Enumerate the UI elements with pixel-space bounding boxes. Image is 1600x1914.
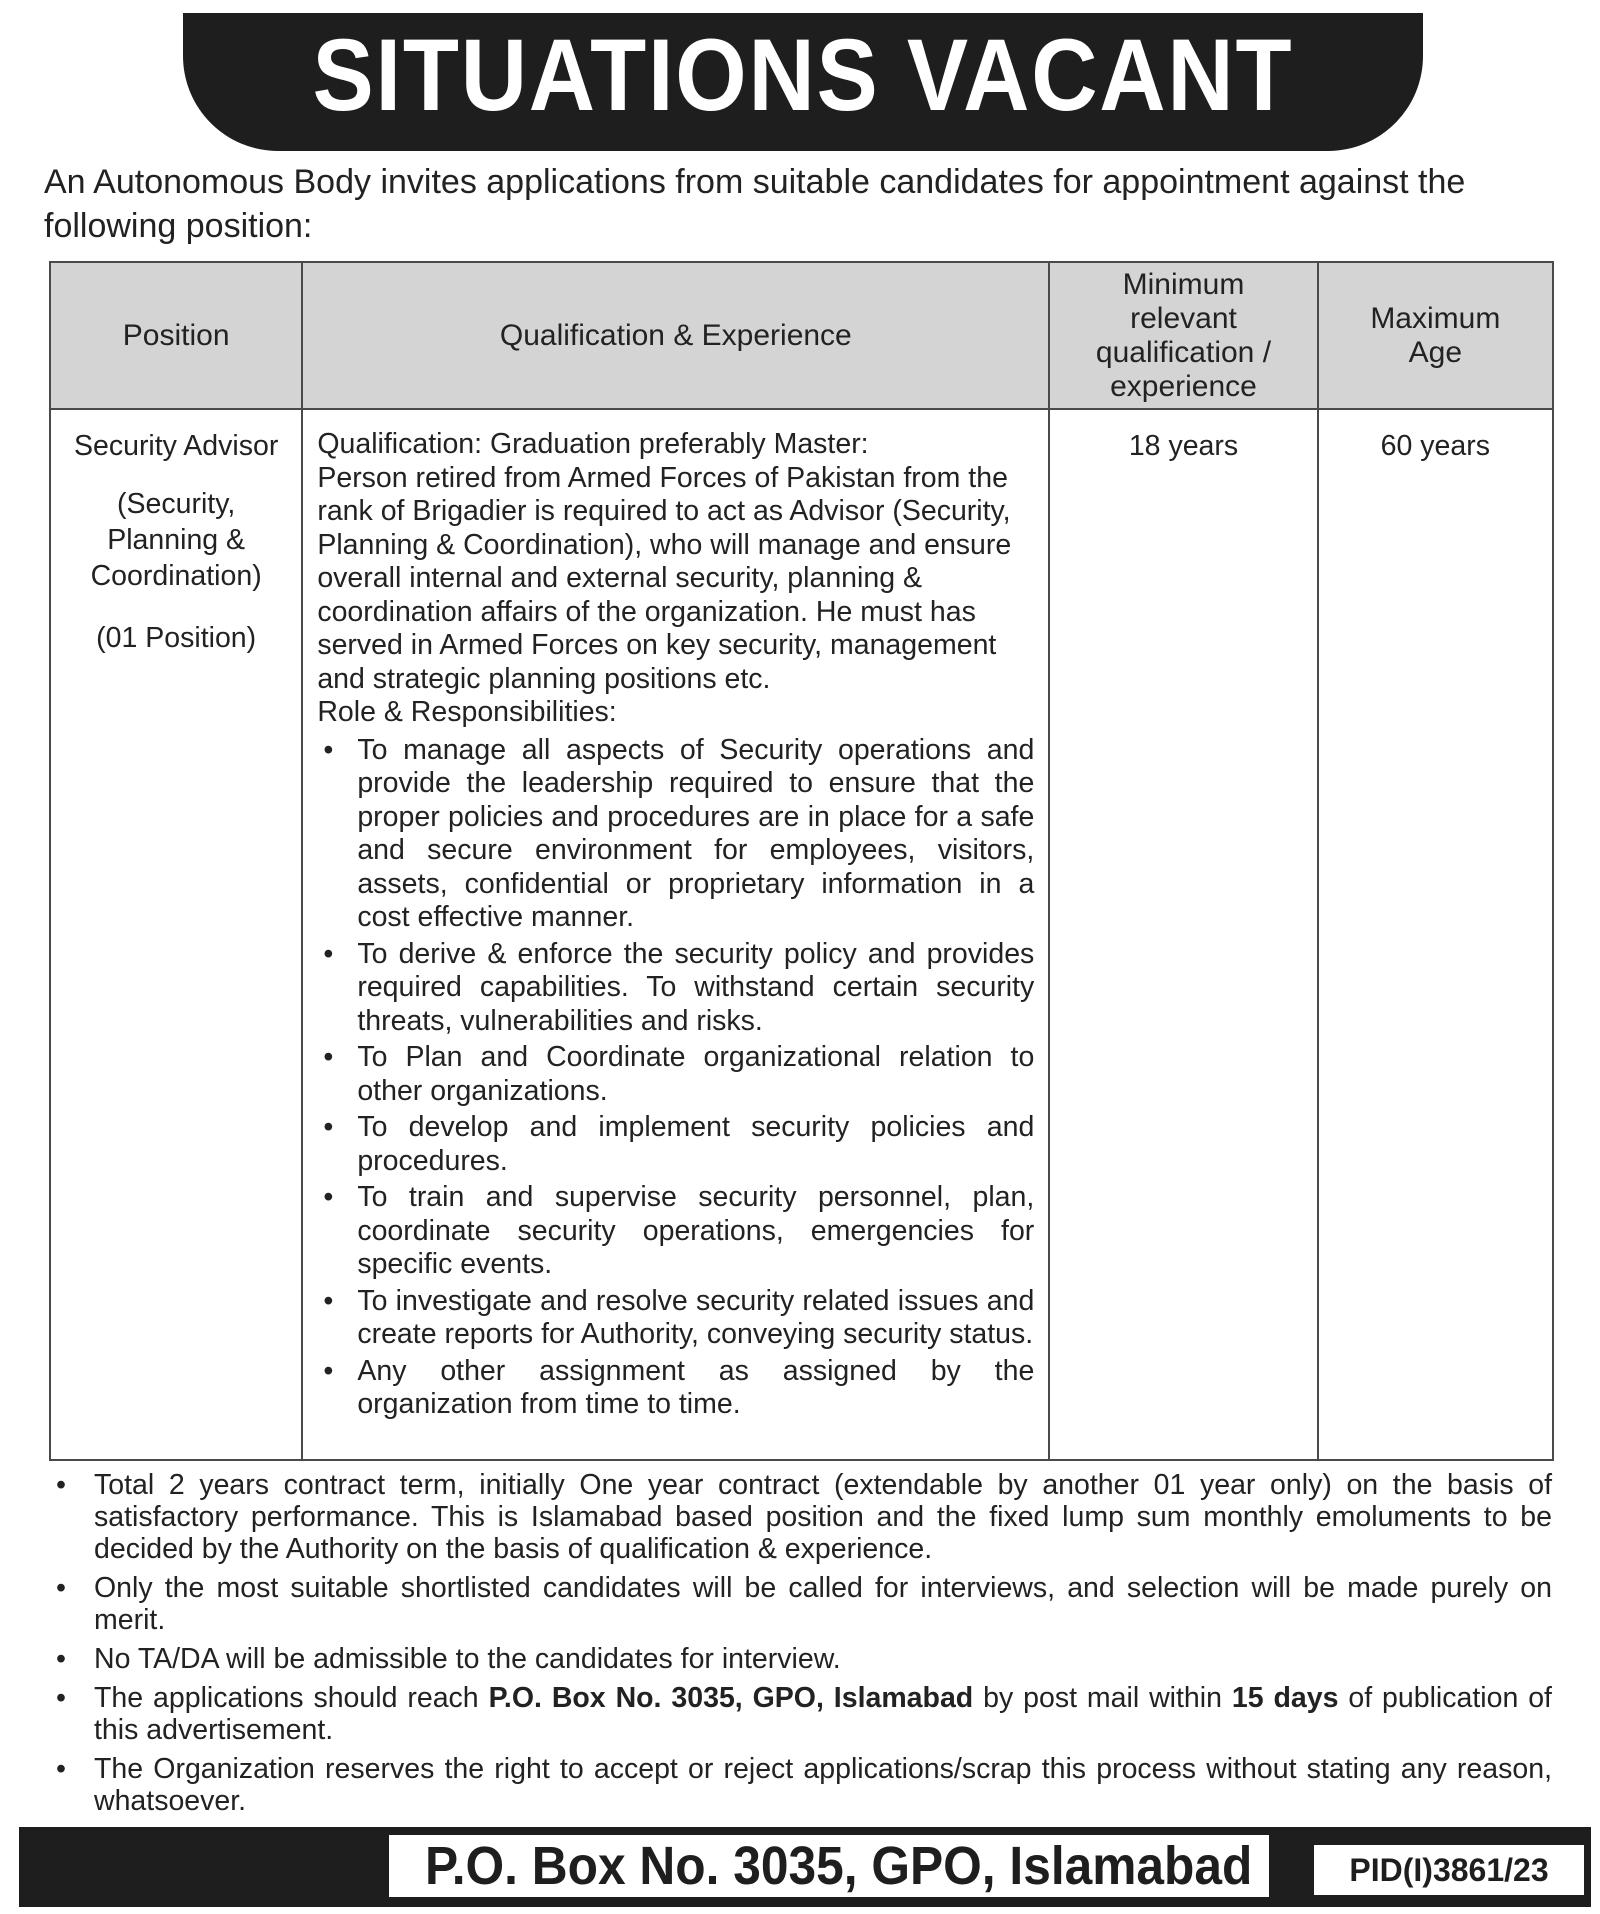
position-title: Security Advisor [73,430,279,462]
min-experience-cell: 18 years [1049,409,1317,1460]
header-banner [183,13,1423,151]
list-item [52,1682,1552,1746]
note-text: No TA/DA will be admissible to the candidates for interview. [94,1643,841,1675]
list-item [317,1181,1034,1282]
bullet-icon: • [56,1682,66,1714]
header-max-age-label: Maximum Age [1370,301,1501,369]
bullet-icon: • [56,1753,66,1785]
list-item [317,938,1034,1039]
list-item [52,1469,1552,1565]
bullet-icon: • [323,1111,334,1143]
footer-bar [19,1827,1591,1907]
intro-text: An Autonomous Body invites applications from suitable candidates for appointment against the following position: [44,163,1466,245]
list-item-text: Any other assignment as assigned by the organization from time to time. [357,1354,1035,1420]
max-age-cell: 60 years [1318,409,1553,1460]
qualification-heading: Qualification: Graduation preferably Master: [317,428,869,460]
bullet-icon: • [323,733,334,766]
header-min-experience [1049,262,1317,409]
responsibilities-heading: Role & Responsibilities: [317,696,617,728]
table-row [50,409,1553,1460]
note-text: Only the most suitable shortlisted candidates will be called for interviews, and selection will be made purely on merit. [94,1572,1552,1636]
header-position: Position [50,262,302,409]
bullet-icon: • [323,1354,334,1387]
list-item [317,1111,1034,1178]
list-item [52,1753,1552,1817]
footer-pid: PID(I)3861/23 [1314,1845,1584,1895]
bullet-icon: • [323,1284,334,1317]
bullet-icon: • [323,937,334,970]
bullet-icon: • [323,1041,334,1073]
list-item-text: To manage all aspects of Security operations and provide the leadership required to ensure that the proper policies and procedures are in place for a safe and secure environment for employees, visitors, assets, confidential or proprietary information in a cost effective manner. [357,733,1035,933]
bullet-icon: • [56,1572,66,1604]
position-subtitle: (Security, Planning & Coordination) [90,488,262,592]
list-item [317,1355,1034,1422]
note-days: 15 days [1231,1682,1339,1714]
terms-list [52,1469,1552,1824]
page-title: SITUATIONS VACANT [312,18,1294,132]
list-item [52,1643,1552,1675]
header-min-experience-label: Minimum relevant qualification / experience [1095,267,1272,403]
vacancy-table [49,261,1554,1461]
qualification-cell [302,409,1049,1460]
footer-address [389,1835,1269,1897]
list-item [317,734,1034,935]
list-item [317,1041,1034,1108]
note-text: by post mail within [973,1682,1232,1714]
qualification-description: Person retired from Armed Forces of Pakistan from the rank of Brigadier is required to act as Advisor (Security, Planning & Coordination), who will manage and ensure overall internal and external security, planning & coordination affairs of the organization. He must has served in Armed Forces on key security, management and strategic planning positions etc. [317,461,1012,695]
list-item [52,1572,1552,1636]
list-item-text: To train and supervise security personnel, plan, coordinate security operations, emergencies for specific events. [357,1181,1035,1280]
bullet-icon: • [56,1469,66,1501]
note-text: The applications should reach [94,1682,489,1714]
note-text: of publication of this advertisement. [94,1682,1552,1746]
responsibilities-list [317,734,1034,1422]
header-max-age [1318,262,1553,409]
note-address: P.O. Box No. 3035, GPO, Islamabad [488,1682,974,1714]
bullet-icon: • [56,1643,66,1675]
note-text: Total 2 years contract term, initially One year contract (extendable by another 01 year only) on the basis of satisfactory performance. This is Islamabad based position and the fixed lump sum monthly emoluments to be decided by the Authority on the basis of qualification & experience. [94,1469,1552,1565]
list-item-text: To Plan and Coordinate organizational relation to other organizations. [357,1041,1035,1107]
table-header-row [50,262,1553,409]
bullet-icon: • [323,1181,334,1213]
header-qualification: Qualification & Experience [302,262,1049,409]
position-cell [50,409,302,1460]
list-item [317,1285,1034,1352]
list-item-text: To derive & enforce the security policy and provides required capabilities. To withstand certain security threats, vulnerabilities and risks. [357,937,1035,1037]
list-item-text: To investigate and resolve security related issues and create reports for Authority, conveying security status. [357,1284,1035,1350]
list-item-text: To develop and implement security policies and procedures. [357,1111,1035,1177]
note-text: The Organization reserves the right to accept or reject applications/scrap this process without stating any reason, whatsoever. [94,1753,1552,1817]
position-count: (01 Position) [96,622,257,654]
footer-address-text: P.O. Box No. 3035, GPO, Islamabad [424,1836,1253,1896]
